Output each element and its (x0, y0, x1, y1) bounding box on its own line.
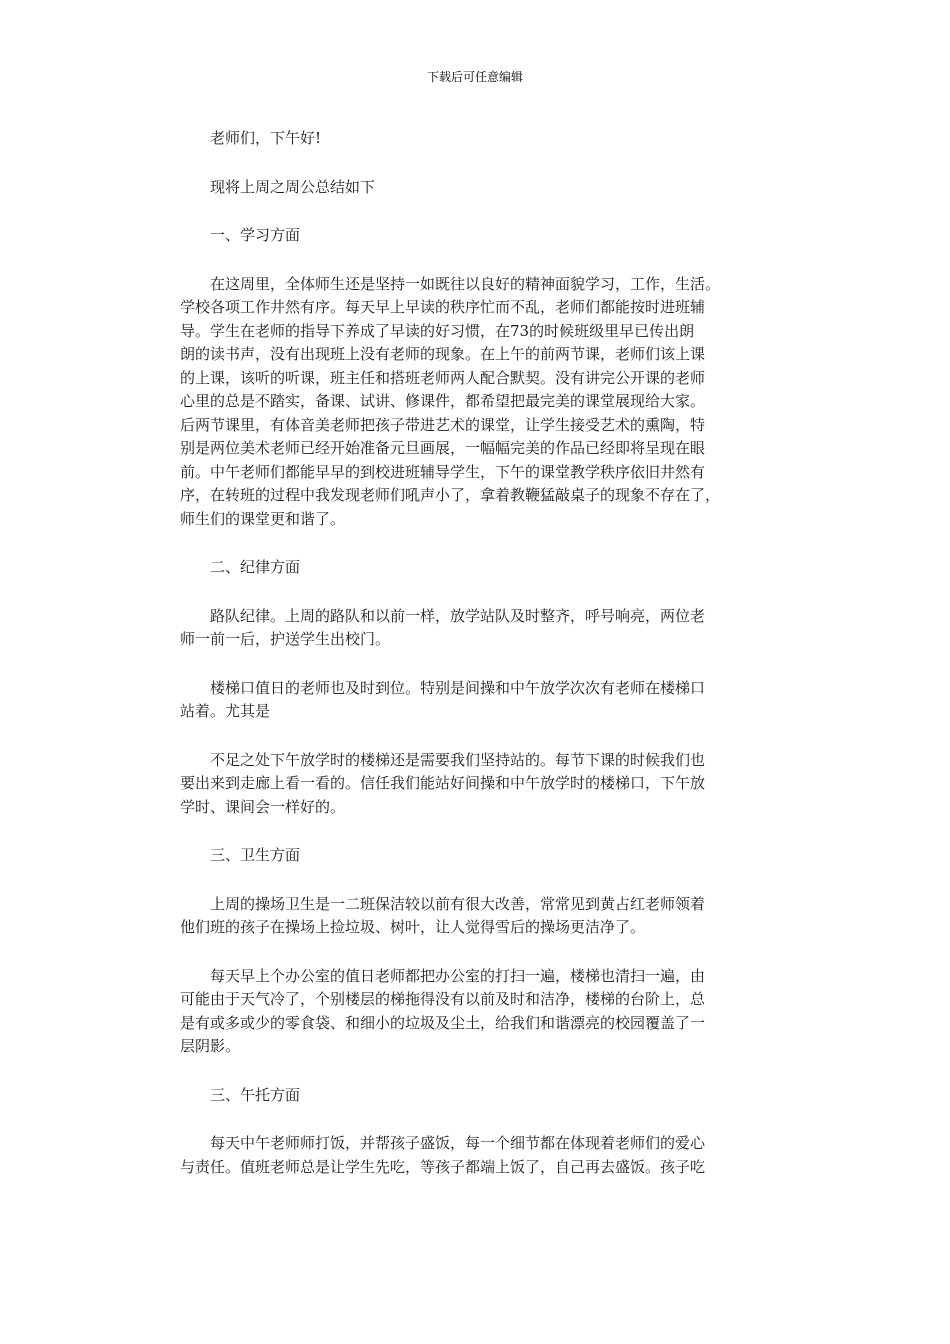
section-heading-lunch: 三、午托方面 (210, 1085, 301, 1104)
hygiene-paragraph-line: 每天早上个办公室的值日老师都把办公室的打扫一遍，楼梯也清扫一遍，由 (210, 966, 706, 985)
study-paragraph (180, 273, 780, 532)
discipline-paragraph-line: 楼梯口值日的老师也及时到位。特别是间操和中午放学次次有老师在楼梯口 (210, 678, 706, 697)
hygiene-paragraph-line: 可能由于天气冷了，个别楼层的梯拖得没有以前及时和洁净，楼梯的台阶上，总 (180, 990, 706, 1008)
study-paragraph-line: 前。中午老师们都能早早的到校进班辅导学生，下午的课堂教学秩序依旧井然有 (180, 462, 706, 481)
section-heading-hygiene: 三、卫生方面 (210, 846, 301, 864)
hygiene-paragraph-line: 他们班的孩子在操场上捡垃圾、树叶，让人觉得雪后的操场更洁净了。 (180, 918, 646, 936)
lunch-paragraph-line: 每天中午老师师打饭，并帮孩子盛饭，每一个细节都在体现着老师们的爱心 (210, 1134, 706, 1152)
study-paragraph-line: 在这周里，全体师生还是坚持一如既往以良好的精神面貌学习，工作，生活。 (210, 274, 721, 293)
discipline-paragraph-line: 路队纪律。上周的路队和以前一样，放学站队及时整齐，呼号响亮，两位老 (210, 606, 706, 625)
discipline-paragraph-line: 要出来到走廊上看一看的。信任我们能站好间操和中午放学时的楼梯口，下午放 (180, 774, 706, 792)
hygiene-paragraph-line: 是有或多或少的零食袋、和细小的垃圾及尘土，给我们和谐漂亮的校园覆盖了一 (180, 1013, 706, 1032)
lunch-paragraph-line: 与责任。值班老师总是让学生先吃，等孩子都端上饭了，自己再去盛饭。孩子吃 (180, 1157, 706, 1176)
hygiene-paragraph-line: 上周的操场卫生是一二班保洁较以前有很大改善，常常见到黄占红老师领着 (210, 894, 706, 913)
discipline-paragraph-2 (180, 677, 780, 724)
hygiene-paragraph-1 (180, 893, 780, 940)
discipline-paragraph-line: 站着。尤其是 (180, 702, 271, 720)
page-header: 下载后可任意编辑 (426, 70, 523, 84)
discipline-paragraph-1 (180, 605, 780, 652)
lunch-paragraph (180, 1132, 780, 1179)
study-paragraph-line: 学校各项工作井然有序。每天早上早读的秩序忙而不乱，老师们都能按时进班辅 (180, 298, 706, 316)
greeting: 老师们，下午好! (210, 129, 322, 147)
study-paragraph-line: 导。学生在老师的指导下养成了早读的好习惯，在73的时候班级里早已传出朗 (180, 321, 695, 340)
document-body (180, 127, 780, 1179)
study-paragraph-line: 师生们的课堂更和谐了。 (180, 509, 346, 528)
section-heading-discipline: 二、纪律方面 (210, 558, 301, 576)
hygiene-paragraph-line: 层阴影。 (180, 1037, 241, 1055)
study-paragraph-line: 心里的总是不踏实，备课、试讲、修课件，都希望把最完美的课堂展现给大家。 (180, 392, 706, 410)
discipline-paragraph-3 (180, 749, 780, 820)
study-paragraph-line: 别是两位美术老师已经开始准备元旦画展，一幅幅完美的作品已经即将呈现在眼 (180, 439, 706, 457)
study-paragraph-line: 的上课，该听的听课，班主任和搭班老师两人配合默契。没有讲完公开课的老师 (180, 368, 706, 387)
study-paragraph-line: 朗的读书声，没有出现班上没有老师的现象。在上午的前两节课，老师们该上课 (180, 345, 706, 363)
discipline-paragraph-line: 不足之处下午放学时的楼梯还是需要我们坚持站的。每节下课的时候我们也 (210, 750, 706, 769)
study-paragraph-line: 序，在转班的过程中我发现老师们吼声小了，拿着教鞭猛敲桌子的现象不存在了， (180, 486, 721, 504)
discipline-paragraph-line: 学时、课间会一样好的。 (180, 797, 346, 816)
section-heading-study: 一、学习方面 (210, 226, 301, 244)
study-paragraph-line: 后两节课里，有体音美老师把孩子带进艺术的课堂，让学生接受艺术的熏陶，特 (180, 415, 706, 434)
discipline-paragraph-line: 师一前一后，护送学生出校门。 (180, 630, 391, 648)
intro-line: 现将上周之周公总结如下 (210, 177, 376, 196)
hygiene-paragraph-2 (180, 965, 780, 1059)
